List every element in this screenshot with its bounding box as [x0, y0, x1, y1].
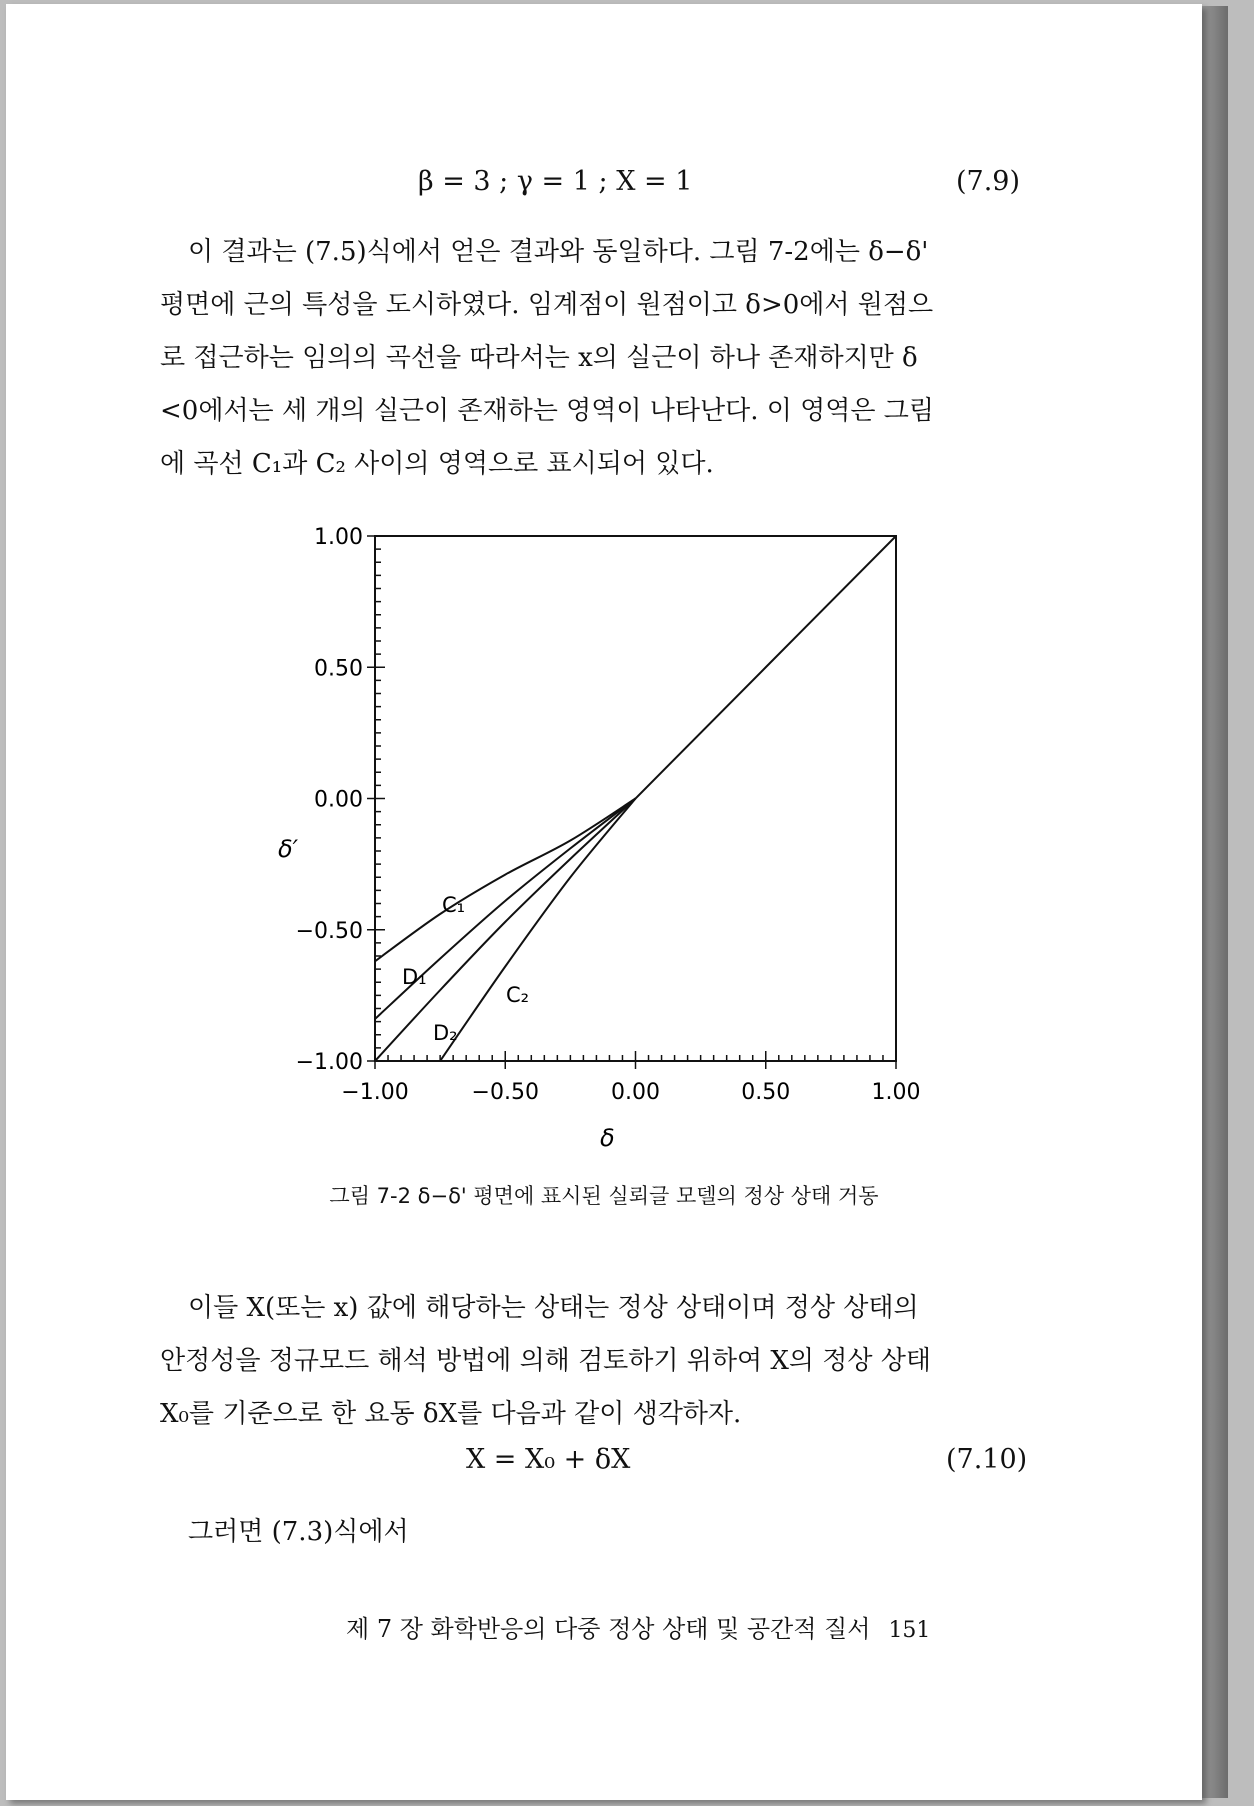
x-tick-label: 0.50 [741, 1080, 791, 1105]
tick-labels [296, 525, 921, 1105]
y-tick-label: 1.00 [314, 525, 363, 550]
curve-label-d2: D₂ [433, 1021, 458, 1045]
paragraph-1-line: 평면에 근의 특성을 도시하였다. 임계점이 원점이고 δ>0에서 원점으 [160, 290, 934, 320]
page-number: 151 [888, 1618, 931, 1643]
equation-7-10: X = X₀ + δX [466, 1444, 631, 1475]
paragraph-1-line: <0에서는 세 개의 실근이 존재하는 영역이 나타난다. 이 영역은 그림 [160, 396, 934, 426]
y-tick-label: 0.50 [314, 656, 363, 682]
page-footer [346, 1609, 930, 1644]
curves [375, 536, 896, 1061]
paragraph-3 [160, 1506, 1032, 1559]
x-tick-label: 0.00 [611, 1080, 660, 1105]
paragraph-1-line: 로 접근하는 임의의 곡선을 따라서는 x의 실근이 하나 존재하지만 δ [160, 343, 918, 373]
equation-number-7-10: (7.10) [946, 1444, 1028, 1475]
curve-label-d1: D₁ [402, 965, 427, 989]
figure-caption: 그림 7-2 δ−δ' 평면에 표시된 실뢰글 모델의 정상 상태 거동 [329, 1184, 879, 1208]
figure-7-2-chart [6, 4, 1202, 1184]
paragraph-2 [160, 1282, 1032, 1441]
x-axis-label: δ [600, 1124, 615, 1152]
paragraph-2-line: 이들 X(또는 x) 값에 해당하는 상태는 정상 상태이며 정상 상태의 [188, 1293, 919, 1323]
curve-d2 [375, 799, 636, 1062]
page-edge-shadow [1202, 6, 1228, 1798]
curve-upper [636, 536, 897, 799]
y-axis-label: δ′ [278, 835, 299, 863]
x-tick-label: −1.00 [341, 1080, 409, 1105]
y-tick-label: −0.50 [295, 918, 363, 944]
footer-chapter: 제 7 장 화학반응의 다중 정상 상태 및 공간적 질서 [346, 1615, 871, 1643]
y-tick-label: −1.00 [295, 1050, 363, 1075]
curve-label-c2: C₂ [506, 983, 530, 1007]
paragraph-2-line: X₀를 기준으로 한 요동 δX를 다음과 같이 생각하자. [160, 1399, 742, 1429]
x-tick-label: −0.50 [471, 1080, 539, 1105]
equation-number-7-9: (7.9) [956, 166, 1021, 197]
paragraph-1-line: 에 곡선 C₁과 C₂ 사이의 영역으로 표시되어 있다. [160, 449, 714, 479]
paragraph-2-line: 안정성을 정규모드 해석 방법에 의해 검토하기 위하여 X의 정상 상태 [160, 1346, 932, 1376]
equation-7-9: β = 3 ; γ = 1 ; X = 1 [418, 166, 693, 197]
paragraph-1-line: 이 결과는 (7.5)식에서 얻은 결과와 동일하다. 그림 7-2에는 δ−δ' [188, 237, 929, 267]
curve-label-c1: C₁ [442, 893, 466, 917]
curve-c1 [375, 799, 636, 962]
y-tick-label: 0.00 [314, 787, 363, 813]
paragraph-3-line: 그러면 (7.3)식에서 [188, 1517, 409, 1547]
x-tick-label: 1.00 [871, 1080, 921, 1105]
curve-c2 [440, 799, 635, 1062]
book-page [6, 4, 1202, 1800]
